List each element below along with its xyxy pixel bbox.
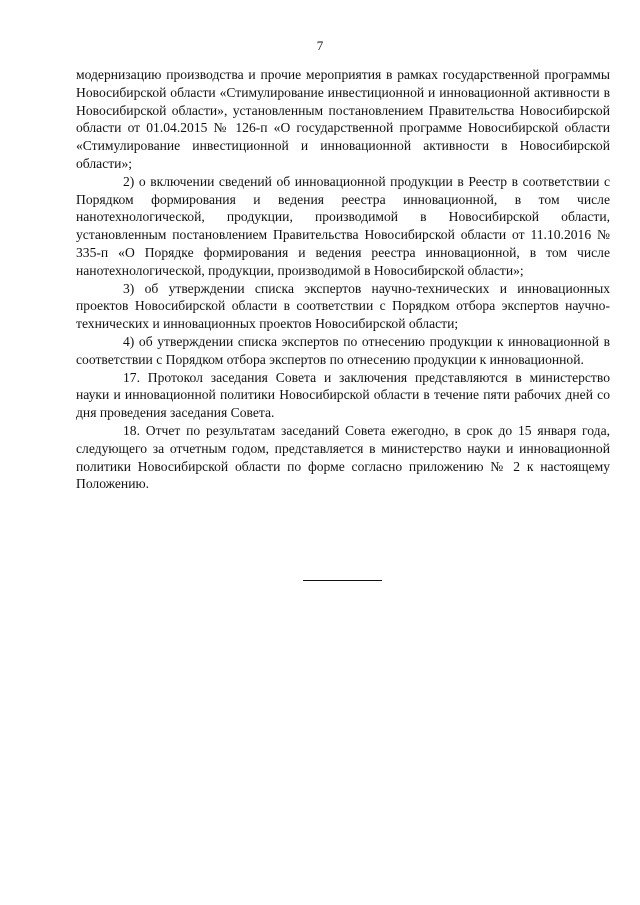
end-separator-line: [303, 580, 382, 581]
paragraph-item-3: 3) об утверждении списка экспертов научно-технических и инновационных проектов Новосибирской области в соответствии с Порядком отбора экспертов научно-технических и инновационных проектов Новосибирской области;: [76, 280, 610, 332]
paragraph-18: 18. Отчет по результатам заседаний Совета ежегодно, в срок до 15 января года, следующего за отчетным годом, представляется в министерство науки и инновационной политики Новосибирской области по форме согласно приложению № 2 к настоящему Положению.: [76, 422, 610, 492]
paragraph-17: 17. Протокол заседания Совета и заключения представляются в министерство науки и инновационной политики Новосибирской области в течение пяти рабочих дней со дня проведения заседания Совета.: [76, 369, 610, 421]
page-number: 7: [316, 38, 324, 53]
paragraph-item-4: 4) об утверждении списка экспертов по отнесению продукции к инновационной в соответствии с Порядком отбора экспертов по отнесению продукции к инновационной.: [76, 333, 610, 367]
paragraph-continuation: модернизацию производства и прочие мероприятия в рамках государственной программы Новосибирской области «Стимулирование инвестиционной и инновационной активности в Новосибирской области», установленным постановлением Правительства Новосибирской области от 01.04.2015 № 126-п «О государственной программе Новосибирской области «Стимулирование инвестиционной и инновационной активности в Новосибирской области»;: [76, 67, 610, 171]
paragraph-item-2: 2) о включении сведений об инновационной продукции в Реестр в соответствии с Порядком формирования и ведения реестра инновационной, в том числе нанотехнологической, продукции, производимой в Новосибирской области, установленным постановлением Правительства Новосибирской области от 11.10.2016 № 335-п «О Порядке формирования и ведения реестра инновационной, в том числе нанотехнологической, продукции, производимой в Новосибирской области»;: [76, 173, 610, 278]
document-body: [76, 66, 610, 493]
